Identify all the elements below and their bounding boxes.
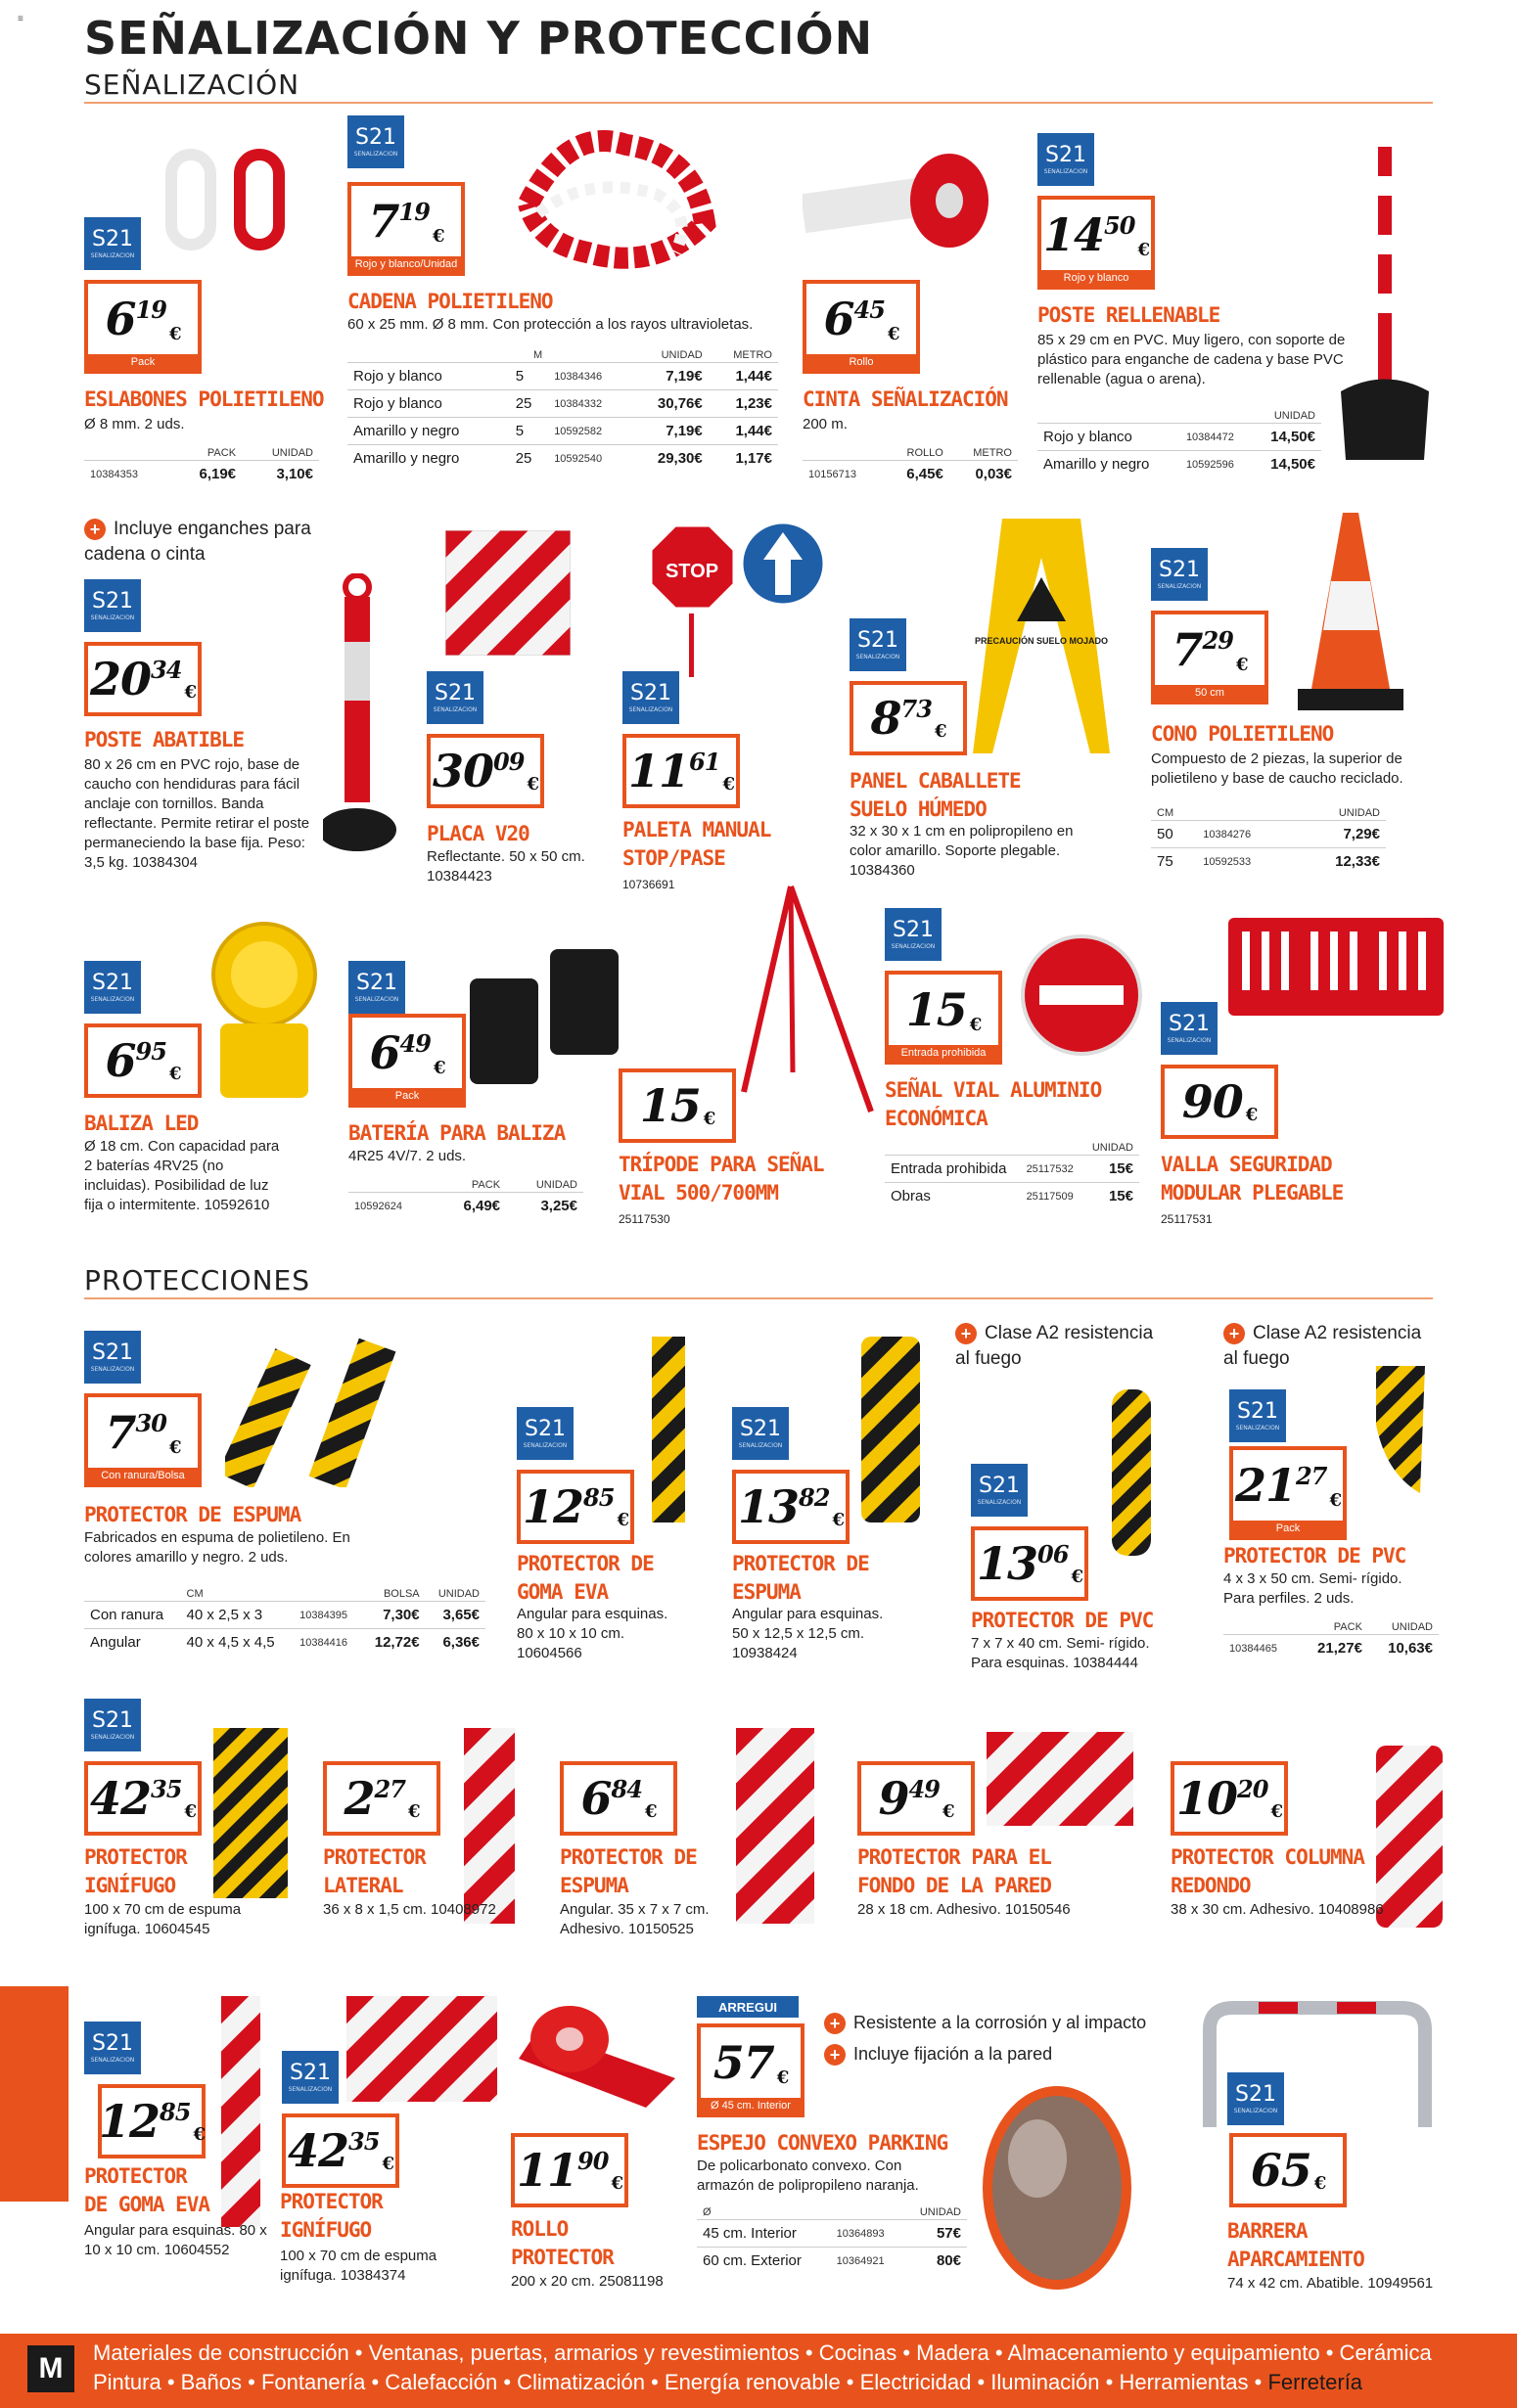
product-title: PROTECTOR IGNÍFUGO <box>84 1845 187 1897</box>
column-guard-image <box>1376 1746 1443 1928</box>
product-desc: Ø 8 mm. 2 uds. <box>84 416 185 432</box>
product-desc: 38 x 30 cm. Adhesivo. 10408986 <box>1171 1901 1384 1918</box>
price-tag: 10 $^{20}$ € <box>1171 1761 1288 1836</box>
product-title: POSTE RELLENABLE <box>1037 303 1220 327</box>
product-desc: 200 x 20 cm. 25081198 <box>511 2273 664 2290</box>
price-tag: 8 $^{73}$ € <box>850 681 967 755</box>
footer-categories-line2[interactable]: Pintura • Baños • Fontanería • Calefacción • Climatización • Energía renovable • Electricidad • Iluminación • Herramientas • Ferretería <box>93 2370 1363 2394</box>
product-desc: 10736691 <box>622 878 675 891</box>
price-table: CM BOLSA UNIDAD Con ranura 40 x 2,5 x 3 10384395 7,30€ 3,65€ Angular 40 x 4,5 x 4,5 10384416 12,72€ 6,36€ <box>84 1587 485 1656</box>
product-title: PROTECTOR COLUMNA REDONDO <box>1171 1845 1364 1897</box>
price-table: CM UNIDAD 50 10384276 7,29€ 75 10592533 12,33€ <box>1151 806 1386 875</box>
chain-link-image <box>161 147 308 254</box>
price-tag: 9 $^{49}$ € <box>857 1761 975 1836</box>
price-tag: 6 $^{95}$ € <box>84 1023 202 1098</box>
price-tag: 6 $^{45}$ € Rollo <box>803 280 920 374</box>
product-desc: 32 x 30 x 1 cm en polipropileno en color amarillo. Soporte plegable. 10384360 <box>850 823 1074 879</box>
brand-badge: S21 SEÑALIZACIÓN <box>84 579 141 632</box>
feature-note: + Incluye enganches para cadena o cinta <box>84 519 311 565</box>
footer-categories-line1[interactable]: Materiales de construcción • Ventanas, puertas, armarios y revestimientos • Cocinas • Madera • Almacenamiento y equipamiento • Cerámica <box>93 2340 1432 2365</box>
product-title: PROTECTOR DE ESPUMA <box>732 1552 869 1604</box>
brand-badge: S21 SEÑALIZACIÓN <box>84 2022 141 2074</box>
product-title: CONO POLIETILENO <box>1151 722 1334 746</box>
product-desc: 60 x 25 mm. Ø 8 mm. Con protección a los rayos ultravioletas. <box>347 316 754 333</box>
price-tag: 6 $^{19}$ € Pack <box>84 280 202 374</box>
plus-icon: + <box>955 1323 977 1344</box>
price-tag: 13 $^{82}$ € <box>732 1470 850 1544</box>
post-image <box>1331 147 1439 460</box>
price-table: PACK UNIDAD 10384465 21,27€ 10,63€ <box>1223 1620 1439 1661</box>
price-tag: 65 € <box>1229 2133 1347 2207</box>
striped-plate-image <box>445 530 571 656</box>
product-title: PROTECTOR DE GOMA EVA <box>517 1552 654 1604</box>
brand-badge: S21 SEÑALIZACIÓN <box>1161 1002 1218 1055</box>
brand-logo: M <box>27 2345 74 2392</box>
product-desc: 100 x 70 cm de espuma ignífuga. 10384374 <box>280 2248 437 2284</box>
product-title: PROTECTOR PARA EL FONDO DE LA PARED <box>857 1845 1051 1897</box>
price-tag: 7 $^{19}$ € Rojo y blanco/Unidad <box>347 182 465 276</box>
product-desc: 25117531 <box>1161 1212 1213 1226</box>
brand-badge: S21 SEÑALIZACIÓN <box>1151 548 1208 601</box>
pvc-profile-guard-image <box>1366 1366 1435 1493</box>
product-desc: 7 x 7 x 40 cm. Semi- rígido. Para esquinas. 10384444 <box>971 1635 1150 1671</box>
battery-image <box>470 939 626 1096</box>
price-tag: 21 $^{27}$ € Pack <box>1229 1446 1347 1540</box>
price-table: PACK UNIDAD 10384353 6,19€ 3,10€ <box>84 446 319 487</box>
product-title: VALLA SEGURIDAD MODULAR PLEGABLE <box>1161 1153 1344 1204</box>
brand-badge: S21 SEÑALIZACIÓN <box>348 961 405 1014</box>
price-tag: 13 $^{06}$ € <box>971 1526 1088 1601</box>
tape-roll-image <box>803 147 998 254</box>
price-tag: 11 $^{90}$ € <box>511 2133 628 2207</box>
brand-badge: S21 SEÑALIZACIÓN <box>84 1331 141 1384</box>
price-tag: 7 $^{30}$ € Con ranura/Bolsa <box>84 1393 202 1487</box>
barrier-fence-image <box>1228 918 1444 1025</box>
price-table: UNIDAD Entrada prohibida 25117532 15€ Obras 25117509 15€ <box>885 1141 1139 1209</box>
product-title: BARRERA APARCAMIENTO <box>1227 2219 1364 2271</box>
price-table: M UNIDAD METRO Rojo y blanco 5 10384346 7,19€ 1,44€ Rojo y blanco 25 10384332 30,76€ 1,23€ Amarillo y negro 5 10592582 7,19€ 1,44€ Amarillo y negro 25 10592540 29,30€ 1,17€ <box>347 348 778 472</box>
product-desc: Ø 18 cm. Con capacidad para 2 baterías 4RV25 (no incluidas). Posibilidad de luz fija o intermitente. 10592610 <box>84 1138 280 1213</box>
brand-badge: S21 SEÑALIZACIÓN <box>1227 2072 1284 2125</box>
product-desc: Angular para esquinas. 80 x 10 x 10 cm. 10604566 <box>517 1606 668 1661</box>
product-title: POSTE ABATIBLE <box>84 728 245 751</box>
price-tag: 2 $^{27}$ € <box>323 1761 440 1836</box>
product-title: PROTECTOR IGNÍFUGO <box>280 2190 383 2242</box>
plus-icon: + <box>1223 1323 1245 1344</box>
product-title: SEÑAL VIAL ALUMINIO ECONÓMICA <box>885 1078 1102 1130</box>
brand-badge: S21 SEÑALIZACIÓN <box>622 671 679 724</box>
no-entry-sign-image <box>1018 931 1145 1059</box>
product-title: CADENA POLIETILENO <box>347 290 553 313</box>
brand-badge: S21 SEÑALIZACIÓN <box>850 618 906 671</box>
product-title: PLACA V20 <box>427 822 529 845</box>
price-tag: 20 $^{34}$ € <box>84 642 202 716</box>
price-tag: 12 $^{85}$ € <box>517 1470 634 1544</box>
brand-badge: S21 SEÑALIZACIÓN <box>885 908 942 961</box>
brand-badge: S21 SEÑALIZACIÓN <box>971 1464 1028 1517</box>
fireproof-striped-image <box>346 1996 497 2102</box>
price-table: ROLLO METRO 10156713 6,45€ 0,03€ <box>803 446 1018 487</box>
plus-icon: + <box>824 2013 846 2034</box>
product-title: PALETA MANUAL STOP/PASE <box>622 818 771 870</box>
price-tag: 42 $^{35}$ € <box>84 1761 202 1836</box>
product-title: CINTA SEÑALIZACIÓN <box>803 387 1008 411</box>
red-roll-image <box>519 2000 679 2108</box>
feature-note: + Resistente a la corrosión y al impacto <box>824 2010 1146 2035</box>
price-tag: 30 $^{09}$ € <box>427 734 544 808</box>
price-tag: 90 € <box>1161 1065 1278 1139</box>
price-tag: 15 € <box>619 1068 736 1143</box>
price-table: Ø UNIDAD 45 cm. Interior 10364893 57€ 60 cm. Exterior 10364921 80€ <box>697 2205 967 2274</box>
product-desc: Angular para esquinas. 50 x 12,5 x 12,5 cm. 10938424 <box>732 1606 884 1661</box>
section-divider <box>84 102 1433 104</box>
warning-light-image <box>206 916 323 1102</box>
product-title: BATERÍA PARA BALIZA <box>348 1121 566 1145</box>
wet-floor-sign-text: PRECAUCIÓN SUELO MOJADO <box>974 636 1109 646</box>
section-divider <box>84 1297 1433 1299</box>
pvc-guard-image <box>1112 1389 1151 1556</box>
traffic-cone-image <box>1292 513 1409 718</box>
product-title: PROTECTOR DE GOMA EVA <box>84 2164 210 2216</box>
product-title: BALIZA LED <box>84 1112 199 1135</box>
product-title: PROTECTOR DE ESPUMA <box>560 1845 697 1897</box>
product-desc: 25117530 <box>619 1212 670 1226</box>
plus-icon: + <box>824 2044 846 2066</box>
chain-image <box>509 115 724 282</box>
wet-floor-sign-image <box>973 519 1110 753</box>
price-tag: 42 $^{35}$ € <box>282 2113 399 2188</box>
price-table: PACK UNIDAD 10592624 6,49€ 3,25€ <box>348 1178 583 1219</box>
price-tag: 15 € Entrada prohibida <box>885 971 1002 1065</box>
brand-badge: S21 SEÑALIZACIÓN <box>1037 133 1094 186</box>
product-desc: De policarbonato convexo. Con armazón de polipropileno naranja. <box>697 2158 919 2194</box>
page-title: SEÑALIZACIÓN Y PROTECCIÓN <box>84 12 874 65</box>
brand-badge: S21 SEÑALIZACIÓN <box>84 961 141 1014</box>
stop-sign-text: STOP <box>665 561 719 582</box>
brand-badge: S21 SEÑALIZACIÓN <box>282 2051 339 2104</box>
side-category-label: FERRETERÍA <box>29 2044 54 2202</box>
corner-guard-image <box>861 1337 920 1522</box>
feature-note: + Clase A2 resistencia al fuego <box>955 1323 1154 1369</box>
brand-badge-arregui: ARREGUI <box>697 1996 799 2018</box>
feature-note: + Clase A2 resistencia al fuego <box>1223 1323 1422 1369</box>
foam-corner-image <box>736 1728 814 1924</box>
page-corner-mark: ≡ <box>18 14 23 24</box>
lateral-guard-image <box>464 1728 515 1924</box>
product-desc: Fabricados en espuma de polietileno. En colores amarillo y negro. 2 uds. <box>84 1529 350 1566</box>
foam-guard-image <box>225 1331 401 1487</box>
product-title: PANEL CABALLETE SUELO HÚMEDO <box>850 769 1021 821</box>
section-title-protecciones: PROTECCIONES <box>84 1264 310 1296</box>
product-title: PROTECTOR DE ESPUMA <box>84 1503 301 1526</box>
brand-badge: S21 SEÑALIZACIÓN <box>732 1407 789 1460</box>
corner-guard-image <box>652 1337 685 1522</box>
eva-corner-image <box>221 1996 260 2227</box>
convex-mirror-image <box>979 2080 1135 2295</box>
product-desc: 200 m. <box>803 416 848 432</box>
price-tag: 11 $^{61}$ € <box>622 734 740 808</box>
product-title: ESPEJO CONVEXO PARKING <box>697 2131 948 2155</box>
feature-note: + Incluye fijación a la pared <box>824 2041 1052 2067</box>
product-desc: 74 x 42 cm. Abatible. 10949561 <box>1227 2275 1434 2292</box>
wall-guard-image <box>987 1732 1133 1826</box>
price-table: UNIDAD Rojo y blanco 10384472 14,50€ Amarillo y negro 10592596 14,50€ <box>1037 409 1321 477</box>
product-desc: Compuesto de 2 piezas, la superior de polietileno y base de caucho reciclado. <box>1151 750 1403 787</box>
price-tag: 14 $^{50}$ € Rojo y blanco <box>1037 196 1155 290</box>
product-desc: 85 x 29 cm en PVC. Muy ligero, con soporte de plástico para enganche de cadena y base PVC rellenable (agua o arena). <box>1037 332 1346 387</box>
brand-badge: S21 SEÑALIZACIÓN <box>347 115 404 168</box>
bollard-image <box>323 573 411 857</box>
brand-badge: S21 SEÑALIZACIÓN <box>84 1699 141 1751</box>
brand-badge: S21 SEÑALIZACIÓN <box>427 671 483 724</box>
price-tag: 57 € Ø 45 cm. Interior <box>697 2023 804 2117</box>
brand-badge: S21 SEÑALIZACIÓN <box>84 217 141 270</box>
product-desc: Angular para esquinas. 80 x 10 x 10 cm. 10604552 <box>84 2222 267 2258</box>
product-title: PROTECTOR LATERAL <box>323 1845 426 1897</box>
product-desc: Reflectante. 50 x 50 cm. 10384423 <box>427 848 585 885</box>
product-title: PROTECTOR DE PVC <box>1223 1544 1406 1567</box>
product-desc: 4 x 3 x 50 cm. Semi- rígido. Para perfiles. 2 uds. <box>1223 1570 1402 1607</box>
product-desc: 36 x 8 x 1,5 cm. 10408972 <box>323 1901 496 1918</box>
product-desc: 100 x 70 cm de espuma ignífuga. 10604545 <box>84 1901 242 1937</box>
brand-badge: S21 SEÑALIZACIÓN <box>517 1407 574 1460</box>
product-title: ROLLO PROTECTOR <box>511 2217 614 2269</box>
section-title-senalizacion: SEÑALIZACIÓN <box>84 68 300 101</box>
product-title: TRÍPODE PARA SEÑAL VIAL 500/700MM <box>619 1153 824 1204</box>
price-tag: 6 $^{84}$ € <box>560 1761 677 1836</box>
brand-badge: S21 SEÑALIZACIÓN <box>1229 1389 1286 1442</box>
product-desc: 28 x 18 cm. Adhesivo. 10150546 <box>857 1901 1071 1918</box>
plus-icon: + <box>84 519 106 540</box>
stop-paddle-image <box>646 521 832 677</box>
product-title: PROTECTOR DE PVC <box>971 1609 1154 1632</box>
price-tag: 12 $^{85}$ € <box>98 2084 206 2158</box>
product-desc: Angular. 35 x 7 x 7 cm. Adhesivo. 10150525 <box>560 1901 710 1937</box>
footer-active-category[interactable]: Ferretería <box>1267 2370 1363 2394</box>
product-desc: 4R25 4V/7. 2 uds. <box>348 1148 467 1164</box>
price-tag: 7 $^{29}$ € 50 cm <box>1151 611 1268 704</box>
product-desc: 80 x 26 cm en PVC rojo, base de caucho con hendiduras para fácil anclaje con tornillos. Banda reflectante. Permite retirar el poste permaneciendo la base fija. Peso: 3,5 kg. 10384304 <box>84 756 310 871</box>
product-title: ESLABONES POLIETILENO <box>84 387 324 411</box>
tripod-image <box>734 877 881 1131</box>
price-tag: 6 $^{49}$ € Pack <box>348 1014 466 1108</box>
